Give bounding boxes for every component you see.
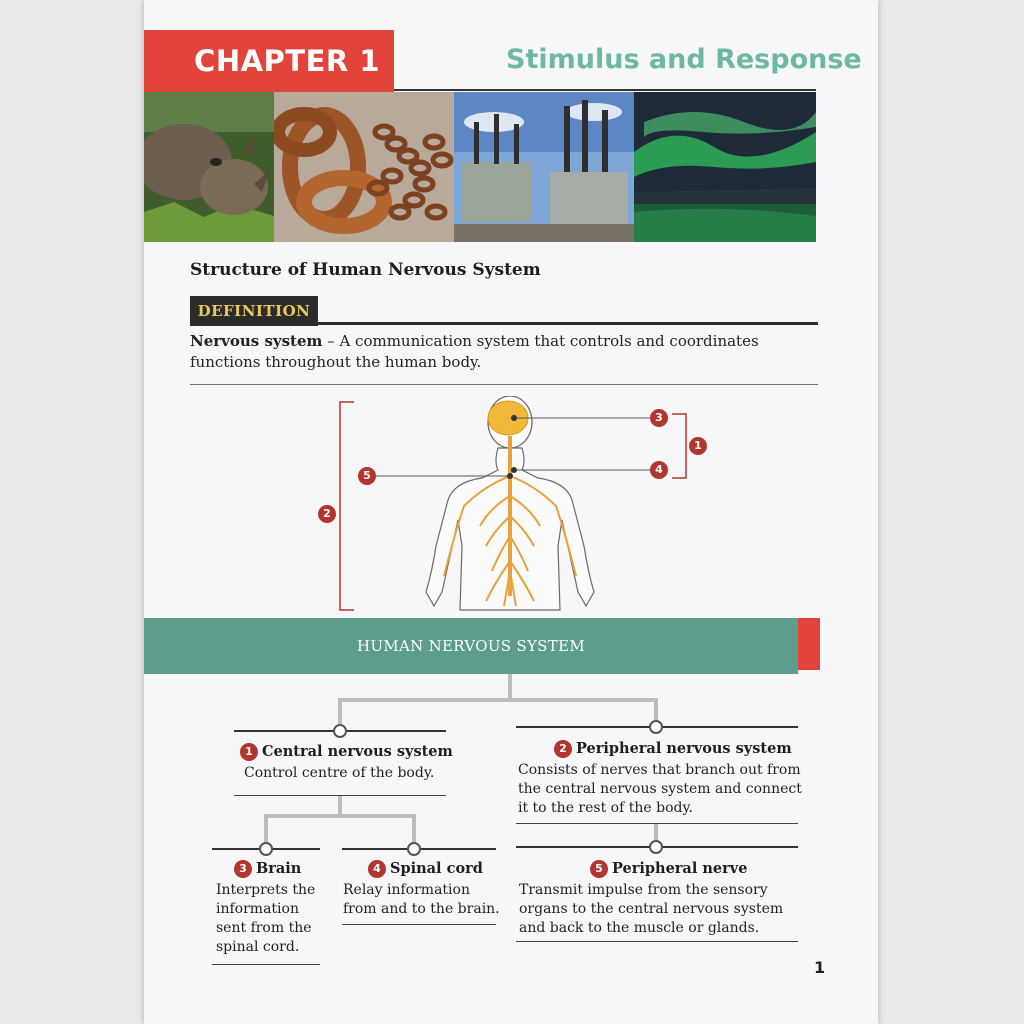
textbook-page <box>144 0 878 1024</box>
nerve-badge: 5 <box>590 860 608 878</box>
definition-body: – A communication system that controls and coordinates functions throughout the human body. <box>190 332 759 371</box>
definition-rule <box>190 322 818 325</box>
definition-term: Nervous system <box>190 332 323 350</box>
definition-text <box>190 331 820 373</box>
central-node-dot <box>333 724 347 738</box>
definition-tag: DEFINITION <box>190 296 318 326</box>
nerve-desc: Transmit impulse from the sensory organs to the central nervous system and back to the muscle or glands. <box>519 882 784 936</box>
definition-bottom-rule <box>190 384 818 385</box>
diagram-label-1: 1 <box>689 437 707 455</box>
page-number: 1 <box>814 958 826 977</box>
peripheral-title: Peripheral nervous system <box>576 740 792 757</box>
brain-title: Brain <box>256 860 302 877</box>
transformer-photo <box>454 92 634 242</box>
brain-bottom-rule <box>212 964 320 965</box>
nerve-bottom-rule <box>516 941 798 942</box>
spinal-node-dot <box>407 842 421 856</box>
central-desc: Control centre of the body. <box>244 765 435 781</box>
connector <box>264 814 416 818</box>
brain-badge: 3 <box>234 860 252 878</box>
diagram-label-5: 5 <box>358 467 376 485</box>
connector <box>508 674 512 700</box>
title-rule <box>394 89 816 91</box>
connector <box>338 796 342 816</box>
central-title: Central nervous system <box>262 743 453 760</box>
spinal-badge: 4 <box>368 860 386 878</box>
rhino-photo <box>144 92 274 242</box>
nerve-node-dot <box>649 840 663 854</box>
nervous-system-diagram <box>314 396 734 616</box>
central-heading <box>240 741 453 761</box>
chapter-label: CHAPTER 1 <box>144 30 394 92</box>
spinal-bottom-rule <box>342 924 496 925</box>
nerve-heading <box>590 858 747 878</box>
aurora-photo <box>634 92 816 242</box>
section-title: Structure of Human Nervous System <box>190 260 541 280</box>
central-badge: 1 <box>240 743 258 761</box>
brain-node-dot <box>259 842 273 856</box>
peripheral-badge: 2 <box>554 740 572 758</box>
section-banner: HUMAN NERVOUS SYSTEM <box>144 618 798 674</box>
peripheral-node-dot <box>649 720 663 734</box>
peripheral-desc: Consists of nerves that branch out from the central nervous system and connect it to the rest of the body. <box>518 762 802 816</box>
diagram-label-3: 3 <box>650 409 668 427</box>
peripheral-heading <box>554 738 792 758</box>
nerve-title: Peripheral nerve <box>612 860 748 877</box>
chain-photo <box>274 92 454 242</box>
chapter-title: Stimulus and Response <box>506 44 862 75</box>
connector <box>338 698 658 702</box>
diagram-label-4: 4 <box>650 461 668 479</box>
spinal-heading <box>368 858 483 878</box>
brain-heading <box>234 858 301 878</box>
brain-desc: Interprets the information sent from the spinal cord. <box>216 882 316 955</box>
diagram-label-2: 2 <box>318 505 336 523</box>
banner-accent <box>798 618 820 670</box>
bracket-1 <box>672 414 686 478</box>
spinal-desc: Relay information from and to the brain. <box>343 882 500 917</box>
bracket-2 <box>340 402 354 610</box>
spinal-title: Spinal cord <box>390 860 483 877</box>
